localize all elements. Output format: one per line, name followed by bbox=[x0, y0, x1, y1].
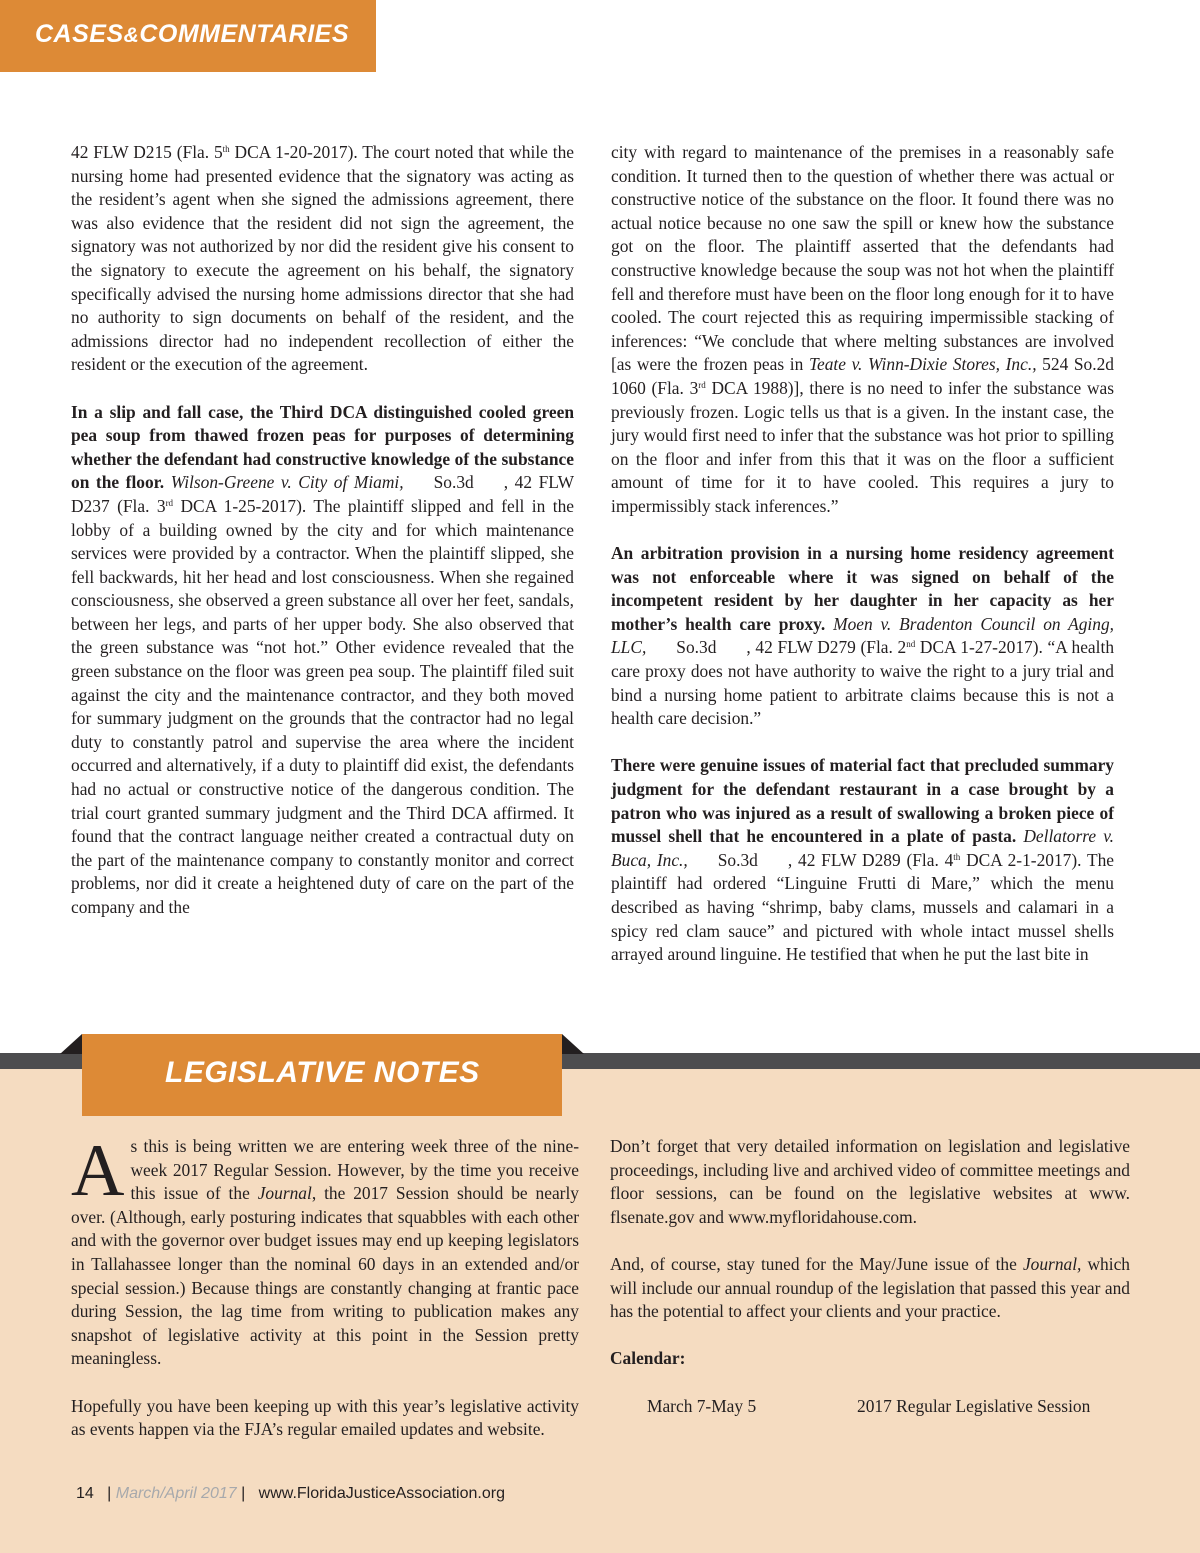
case-paragraph bbox=[611, 542, 1114, 731]
text-run: s this is being written we are entering week three of the nine-week 2017 Regular Session. However, by the time you receive this issue of the bbox=[130, 1136, 579, 1204]
case-paragraph bbox=[611, 754, 1114, 966]
journal-title: Journal bbox=[257, 1183, 312, 1204]
drop-cap: A bbox=[71, 1130, 125, 1212]
footer-separator: | bbox=[107, 1485, 112, 1502]
left-column-cases bbox=[71, 141, 574, 920]
legislative-notes-title: LEGISLATIVE NOTES bbox=[165, 1056, 480, 1089]
case-paragraph bbox=[71, 401, 574, 920]
text-run: DCA 1-25-2017). The plaintiff slipped and fell in the lobby of a building owned by the city and for which maintenance services were provided by a contractor. When the plaintiff slipped, she fell backwards, hit her head and lost consciousness. When she regained consciousness, she observed a green substance all over her feet, sandals, between her legs, and parts of her upper body. She also observed that the green substance was “not hot.” Other evidence revealed that the green substance on the floor was green pea soup. The plaintiff filed suit against the city and the maintenance contractor, and they both moved for summary judgment on the grounds that the contractor had no legal duty to constantly patrol and supervise the area where the incident occurred and alternatively, if a duty to plaintiff did exist, the defendants had no actual or constructive notice of the dangerous condition. The trial court granted summary judgment and the Third DCA affirmed. It found that the contract language neither created a contractual duty on the part of the maintenance company to constantly monitor and correct problems, nor did it create a heightened duty of care on the part of the company and the bbox=[71, 495, 574, 917]
case-name: Moen v. Bradenton Council on Aging, LLC, bbox=[611, 613, 1114, 658]
right-column-cases bbox=[611, 141, 1114, 967]
text-run: And, of course, stay tuned for the May/June issue of the bbox=[610, 1253, 1023, 1274]
text-run: DCA 1-20-2017). The court noted that while the nursing home had presented evidence that the signatory was acting as the resident’s agent when she signed the admissions agreement, there was also evidence that the resident did not sign the agreement, the signatory was not authorized by nor did the resident give his consent to the signatory to execute the agreement on his behalf, the signatory specifically advised the nursing home admissions director that she had no authority to sign documents on behalf of the resident, and the admissions director had no independent recollection of either the resident or the execution of the agreement. bbox=[71, 142, 574, 375]
case-name: Teate v. Winn-Dixie Stores, Inc., bbox=[808, 354, 1037, 375]
case-name: Wilson-Greene v. City of Miami, bbox=[170, 472, 404, 493]
section-title-part1: CASES bbox=[35, 20, 124, 48]
legislative-right-column bbox=[610, 1135, 1130, 1419]
citation: So.3d bbox=[717, 849, 758, 870]
tab-notch-left bbox=[60, 1034, 82, 1054]
page-number: 14 bbox=[76, 1485, 94, 1502]
text-run: 524 So.2d 1060 (Fla. 3 bbox=[611, 354, 1114, 398]
case-paragraph bbox=[611, 141, 1114, 519]
legislative-paragraph bbox=[71, 1130, 579, 1371]
legislative-notes-tab bbox=[82, 1034, 562, 1116]
case-headline: An arbitration provision in a nursing home residency agreement was not enforceable where it was signed on behalf of the incompetent resident by her daughter in her capacity as her mother’s health care proxy. bbox=[611, 543, 1114, 634]
citation: , 42 FLW D289 (Fla. 4 bbox=[787, 849, 954, 870]
citation: , 42 FLW D237 (Fla. 3 bbox=[71, 472, 574, 516]
issue-date: March/April 2017 bbox=[115, 1485, 237, 1502]
text-run: 42 FLW D215 (Fla. 5 bbox=[71, 142, 223, 162]
text-run: DCA 1-27-2017). “A health care proxy does not have authority to waive the right to a jury trial and bind a nursing home patient to arbitrate claims because this is not a health care decision.” bbox=[611, 637, 1115, 729]
tab-notch-right bbox=[562, 1034, 584, 1054]
case-headline: There were genuine issues of material fact that precluded summary judgment for the defendant restaurant in a case brought by a patron who was injured as a result of swallowing a broken piece of mussel shell that he encountered in a plate of pasta. bbox=[611, 755, 1114, 847]
section-title-ampersand: & bbox=[123, 24, 140, 47]
section-header-tab bbox=[0, 0, 376, 72]
superscript: rd bbox=[698, 379, 706, 390]
legislative-left-column bbox=[71, 1130, 579, 1442]
page-footer bbox=[76, 1485, 505, 1503]
calendar-date: March 7-May 5 bbox=[647, 1395, 757, 1416]
superscript: th bbox=[222, 144, 230, 154]
calendar-row bbox=[610, 1395, 1130, 1419]
superscript: rd bbox=[165, 497, 174, 508]
legislative-paragraph: Hopefully you have been keeping up with this year’s legislative activity as events happen via the FJA’s regular emailed updates and website. bbox=[71, 1395, 579, 1440]
text-run: city with regard to maintenance of the premises in a reasonably safe condition. It turned then to the question of whether there was actual or constructive notice of the substance on the floor. It found there was no actual notice because no one saw the spill or knew how the substance got on the floor. The plaintiff asserted that the defendants had constructive knowledge because the soup was not hot when the plaintiff fell and therefore must have been on the floor long enough for it to have cooled. The court rejected this as requiring impermissible stacking of inferences: “We conclude that where melting substances are involved [as were the frozen peas in bbox=[611, 142, 1114, 375]
text-run: DCA 2-1-2017). The plaintiff had ordered “Linguine Frutti di Mare,” which the menu described as having “shrimp, baby clams, mussels and calamari in a spicy red clam sauce” and pictured with whole intact mussel shells arrayed around linguine. He testified that when he put the last bite in bbox=[611, 849, 1115, 965]
calendar-event: 2017 Regular Legislative Session bbox=[857, 1395, 1091, 1416]
text-run: , the 2017 Session should be nearly over. (Although, early posturing indicates that squabbles with each other and with the governor over budget issues may end up keeping legislators in Tallahassee longer than the nominal 60 days in an extended and/or special session.) Because things are constantly changing at frantic pace during Session, the lag time from writing to publication makes any snapshot of legislative activity at this point in the Session pretty meaningless. bbox=[71, 1183, 579, 1369]
section-title-part2: COMMENTARIES bbox=[139, 20, 350, 48]
legislative-paragraph: Don’t forget that very detailed information on legislation and legislative proceedings, including live and archived video of committee meetings and floor sessions, can be found on the legislative websites at www. flsenate.gov and www.myfloridahouse.com. bbox=[610, 1136, 1130, 1227]
journal-title: Journal, bbox=[1022, 1253, 1082, 1274]
superscript: nd bbox=[906, 639, 916, 650]
case-headline: In a slip and fall case, the Third DCA distinguished cooled green pea soup from thawed frozen peas for purposes of determining whether the defendant had constructive knowledge of the substance on the floor. bbox=[71, 401, 574, 493]
legislative-paragraph bbox=[610, 1253, 1130, 1324]
citation: So.3d bbox=[433, 472, 474, 493]
section-title bbox=[35, 20, 349, 49]
case-paragraph bbox=[71, 141, 574, 377]
website-link: www.FloridaJusticeAssociation.org bbox=[258, 1485, 505, 1502]
text-run: DCA 1988)], there is no need to infer the substance was previously frozen. Logic tells us that is a given. In the instant case, the jury would first need to infer that the substance was hot prior to spilling on the floor and infer from this that it was on the floor a sufficient amount of time for it to have cooled. This requires a jury to impermissibly stack inferences.” bbox=[611, 377, 1114, 516]
citation: , 42 FLW D279 (Fla. 2 bbox=[746, 637, 907, 658]
calendar-label: Calendar: bbox=[610, 1348, 686, 1369]
case-name: Dellatorre v. Buca, Inc., bbox=[611, 826, 1114, 870]
text-run: which will include our annual roundup of the legislation that passed this year and has the potential to affect your clients and your practice. bbox=[610, 1253, 1130, 1322]
footer-separator: | bbox=[241, 1485, 246, 1502]
superscript: th bbox=[953, 851, 961, 862]
citation: So.3d bbox=[676, 637, 717, 658]
